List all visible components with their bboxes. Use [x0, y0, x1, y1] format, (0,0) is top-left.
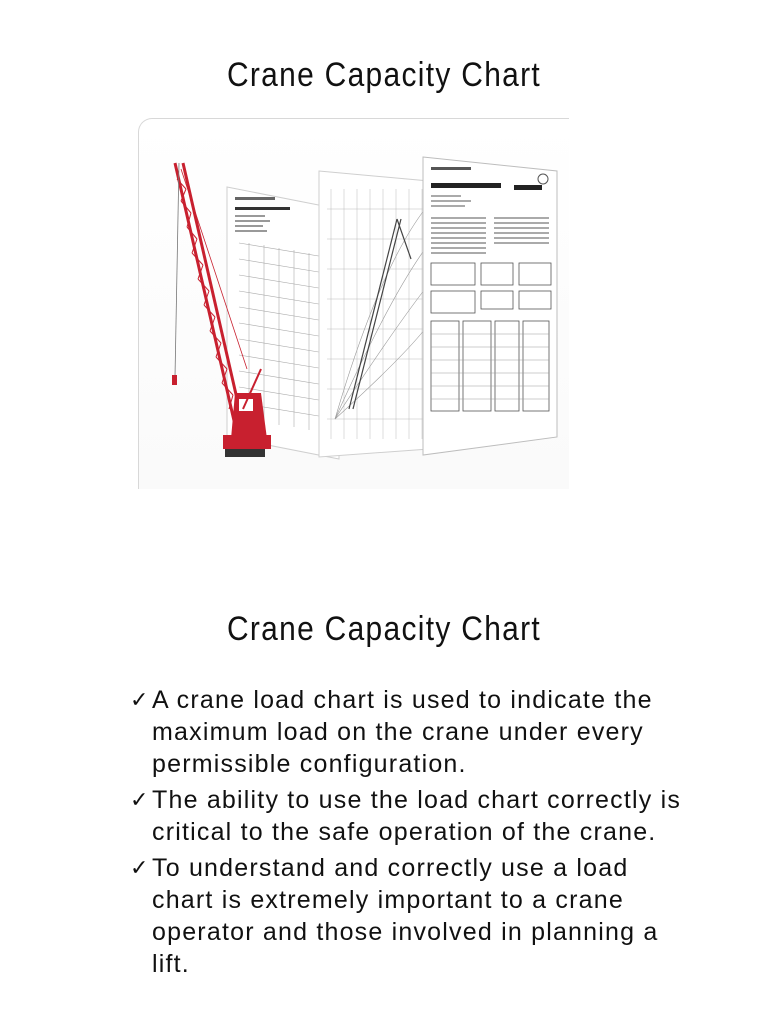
crane-and-charts-image — [139, 119, 569, 489]
checkmark-icon: ✓ — [130, 787, 150, 812]
checkmark-icon: ✓ — [130, 855, 150, 880]
bullet-list — [130, 684, 690, 984]
bullet-item — [130, 852, 690, 980]
slide-title-top: Crane Capacity Chart — [226, 56, 542, 94]
bullet-text: To understand and correctly use a load chart is extremely important to a crane operator and those involved in planning a lift. — [152, 854, 659, 978]
bullet-text: The ability to use the load chart correctly is critical to the safe operation of the crane. — [152, 786, 682, 846]
checkmark-icon: ✓ — [130, 687, 150, 712]
range-diagram-sheet — [319, 171, 429, 457]
bullet-item — [130, 784, 690, 848]
crane-chart-illustration — [138, 118, 569, 489]
bullet-item — [130, 684, 690, 780]
slide-title-bottom: Crane Capacity Chart — [226, 610, 542, 648]
bullet-text: A crane load chart is used to indicate the maximum load on the crane under every permissible configuration. — [152, 686, 653, 778]
clamshell-capacities-sheet — [423, 157, 557, 455]
